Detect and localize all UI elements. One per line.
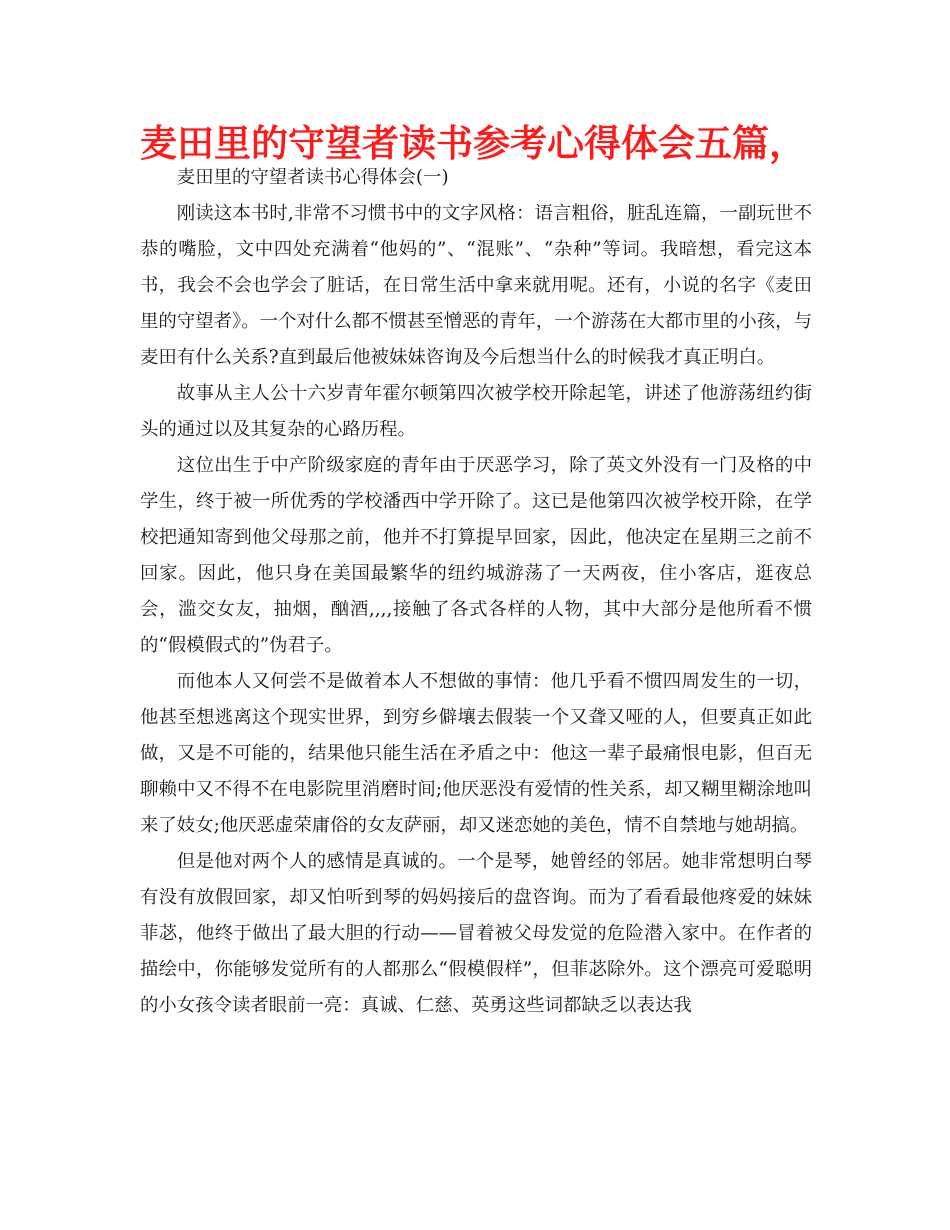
paragraph-1: 刚读这本书时,非常不习惯书中的文字风格：语言粗俗，脏乱连篇，一副玩世不恭的嘴脸，文中四处充满着“他妈的”、“混账”、“杂种”等词。我暗想，看完这本书，我会不会也学会了脏话，在日常生活中拿来就用呢。还有，小说的名字《麦田里的守望者》。一个对什么都不惯甚至憎恶的青年，一个游荡在大都市里的小孩，与麦田有什么关系?直到最后他被妹妹咨询及今后想当什么的时候我才真正明白。 <box>140 203 812 368</box>
paragraph-4: 而他本人又何尝不是做着本人不想做的事情：他几乎看不惯四周发生的一切，他甚至想逃离这个现实世界，到穷乡僻壤去假装一个又聋又哑的人，但要真正如此做，又是不可能的，结果他只能生活在矛盾之中：他这一辈子最痛恨电影，但百无聊赖中又不得不在电影院里消磨时间;他厌恶没有爱情的性关系，却又糊里糊涂地叫来了妓女;他厌恶虚荣庸俗的女友萨丽，却又迷恋她的美色，情不自禁地与她胡搞。 <box>140 671 812 836</box>
section-subtitle: 麦田里的守望者读书心得体会(一) <box>176 167 449 188</box>
document-body <box>140 160 812 1024</box>
document-title: 麦田里的守望者读书参考心得体会五篇， <box>140 122 806 165</box>
paragraph-5: 但是他对两个人的感情是真诚的。一个是琴，她曾经的邻居。她非常想明白琴有没有放假回家，却又怕听到琴的妈妈接后的盘咨询。而为了看看最他疼爱的妹妹菲苾，他终于做出了最大胆的行动——冒着被父母发觉的危险潜入家中。在作者的描绘中，你能够发觉所有的人都那么“假模假样”，但菲苾除外。这个漂亮可爱聪明的小女孩令读者眼前一亮：真诚、仁慈、英勇这些词都缺乏以表达我 <box>140 851 812 1016</box>
paragraph-3: 这位出生于中产阶级家庭的青年由于厌恶学习，除了英文外没有一门及格的中学生，终于被一所优秀的学校潘西中学开除了。这已是他第四次被学校开除，在学校把通知寄到他父母那之前，他并不打算提早回家，因此，他决定在星期三之前不回家。因此，他只身在美国最繁华的纽约城游荡了一天两夜，住小客店，逛夜总会，滥交女友，抽烟，酗酒,,,,接触了各式各样的人物，其中大部分是他所看不惯的“假模假式的”伪君子。 <box>140 455 812 656</box>
paragraph-2: 故事从主人公十六岁青年霍尔顿第四次被学校开除起笔，讲述了他游荡纽约街头的通过以及其复杂的心路历程。 <box>140 383 812 440</box>
